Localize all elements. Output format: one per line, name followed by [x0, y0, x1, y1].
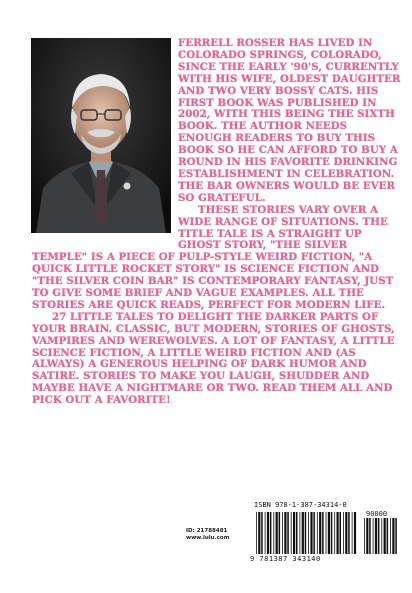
stories-overview-paragraph: THESE STORIES VARY OVER A WIDE RANGE OF SITUATIONS. THE TITLE TALE IS A STRAIGHT UP GHOST STORY, "THE SILVER TEMPLE" IS A PIECE OF PULP-STYLE WEIRD FICTION, "A QUICK LITTLE ROCKET STORY" IS SCIENCE FICTION AND "THE SILVER COIN BAR" IS CONTEMPORARY FANTASY, JUST TO GIVE SOME BRIEF AND VAGUE EXAMPLES. ALL THE STORIES ARE QUICK READS, PERFECT FOR MODERN LIFE. — [32, 203, 394, 311]
barcode-main-bars — [256, 512, 356, 554]
photo-wrap-spacer — [32, 38, 178, 243]
back-cover-blurb — [32, 38, 404, 407]
collection-pitch-paragraph: 27 LITTLE TALES TO DELIGHT THE DARKER PARTS OF YOUR BRAIN. CLASSIC, BUT MODERN, STORIES OF GHOSTS, VAMPIRES AND WEREWOLVES. A LOT OF FANTASY, A LITTLE SCIENCE FICTION, A LITTLE WEIRD FICTION AND (AS ALWAYS) A GENEROUS HELPING OF DARK HUMOR AND SATIRE. STORIES TO MAKE YOU LAUGH, SHUDDER AND MAYBE HAVE A NIGHTMARE OR TWO. READ THEM ALL AND PICK OUT A FAVORITE! — [32, 310, 395, 407]
publisher-imprint — [186, 528, 229, 542]
author-bio-paragraph: FERRELL ROSSER HAS LIVED IN COLORADO SPRINGS, COLORADO, SINCE THE EARLY '90'S, CURRENTLY WITH HIS WIFE, OLDEST DAUGHTER AND TWO VERY BOSSY CATS. HIS FIRST BOOK WAS PUBLISHED IN 2002, WITH THIS BEING THE SIXTH BOOK. THE AUTHOR NEEDS ENOUGH READERS TO BUY THIS BOOK SO HE CAN AFFORD TO BUY A ROUND IN HIS FAVORITE DRINKING ESTABLISHMENT IN CELEBRATION. THE BAR OWNERS WOULD BE EVER SO GRATEFUL. — [178, 37, 401, 204]
barcode-addon-bars — [364, 518, 397, 554]
barcode-addon-price: 90000 — [366, 510, 388, 518]
publisher-id: ID: 21788481 — [186, 528, 228, 534]
publisher-url: www.lulu.com — [186, 535, 230, 541]
isbn-label: ISBN 978-1-387-34314-0 — [254, 501, 347, 509]
barcode-digits: 9 781387 343140 — [250, 555, 321, 563]
